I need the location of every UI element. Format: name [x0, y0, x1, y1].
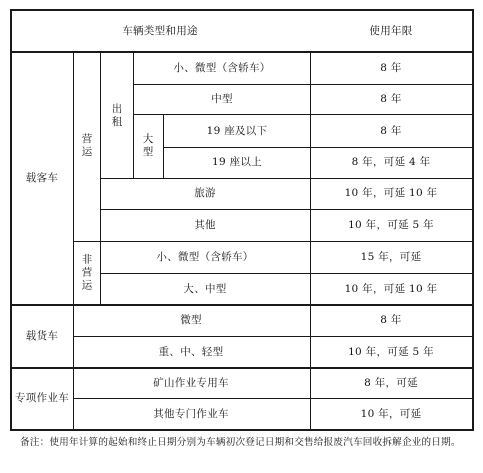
rule [100, 273, 473, 274]
rule [73, 241, 473, 242]
row-type: 旅游 [194, 187, 216, 199]
row-years: 8 年 [380, 314, 402, 326]
group-divider [10, 367, 473, 369]
row-years: 8 年 [380, 62, 402, 74]
years-divider [310, 51, 311, 430]
row-type: 其他 [194, 219, 216, 231]
border-bottom [10, 429, 473, 431]
header-years: 使用年限 [369, 25, 413, 37]
col-divider [133, 51, 134, 179]
footnote: 备注：使用年计算的起始和终止日期分别为车辆初次登记日期和交售给报废汽车回收拆解企业的日期。 [20, 437, 461, 448]
col-divider [100, 51, 101, 305]
row-years: 8 年 [380, 93, 402, 105]
rule [100, 178, 473, 179]
row-years: 8 年，可延 [364, 377, 418, 389]
rule [73, 336, 473, 337]
header-divider [10, 51, 473, 53]
row-years: 15 年，可延 [360, 251, 422, 263]
rule [100, 209, 473, 210]
row-years: 8 年，可延 4 年 [351, 156, 431, 168]
header-type: 车辆类型和用途 [122, 25, 198, 37]
row-type: 小、微型（含轿车） [173, 62, 271, 74]
label-large: 大型 [142, 133, 154, 158]
row-years: 8 年 [380, 125, 402, 137]
row-type: 矿山作业专用车 [153, 377, 229, 389]
label-non-operating: 非营运 [81, 253, 93, 292]
rule [133, 114, 473, 115]
row-years: 10 年，可延 5 年 [348, 219, 434, 231]
col-divider [163, 114, 164, 178]
rule [163, 147, 473, 148]
rule [133, 84, 473, 85]
row-years: 10 年，可延 5 年 [348, 346, 434, 358]
rule [73, 398, 473, 399]
border-right [472, 9, 474, 431]
label-cargo: 载货车 [25, 330, 59, 342]
border-top [10, 9, 473, 11]
row-type: 19 座以上 [212, 156, 262, 168]
row-type: 中型 [211, 93, 233, 105]
row-type: 大、中型 [183, 283, 227, 295]
row-years: 10 年，可延 [360, 408, 422, 420]
label-operating: 营运 [81, 133, 93, 158]
row-years: 10 年，可延 10 年 [344, 187, 438, 199]
label-special: 专项作业车 [15, 392, 69, 404]
label-rental: 出租 [111, 103, 123, 128]
row-type: 重、中、轻型 [158, 346, 224, 358]
col-divider [73, 51, 74, 305]
row-type: 19 座及以下 [206, 125, 268, 137]
row-type: 其他专门作业车 [153, 408, 229, 420]
label-passenger: 载客车 [25, 172, 59, 184]
col-divider [73, 304, 74, 430]
row-years: 10 年，可延 10 年 [344, 283, 438, 295]
border-left [10, 9, 12, 431]
row-type: 小、微型（含轿车） [156, 251, 254, 263]
row-type: 微型 [180, 314, 202, 326]
group-divider [10, 304, 473, 306]
